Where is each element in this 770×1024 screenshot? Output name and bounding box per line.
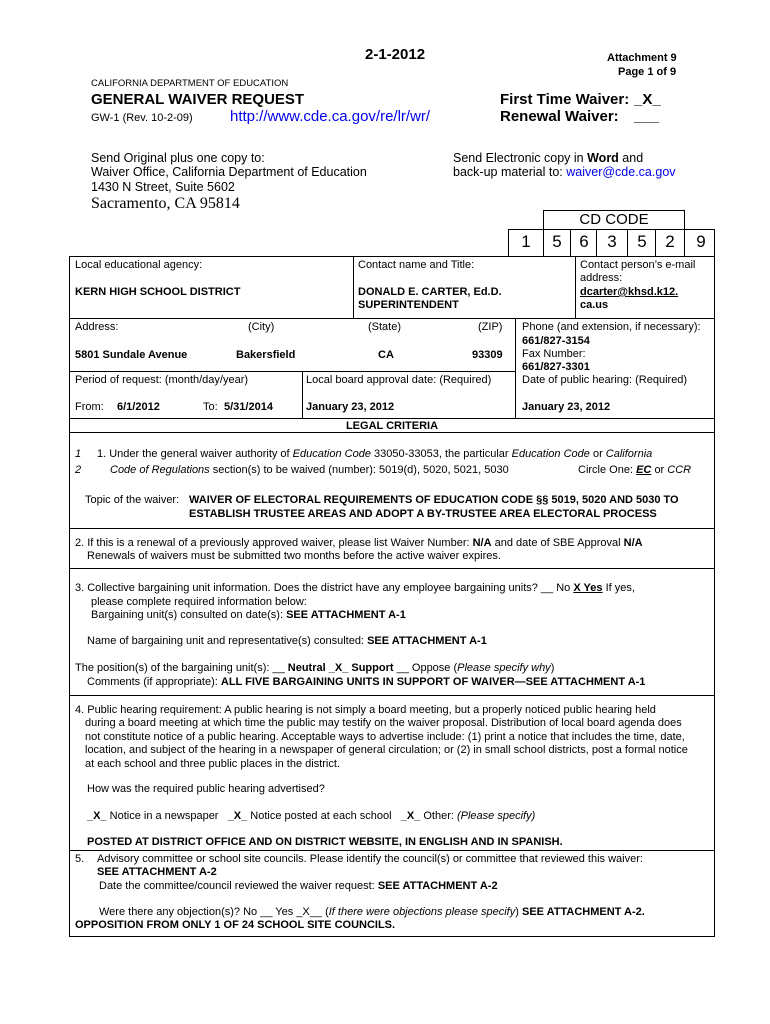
board-approval-date: January 23, 2012 bbox=[306, 401, 395, 413]
from-date: 6/1/2012 bbox=[117, 401, 160, 413]
bargaining-unit-name: Name of bargaining unit and representative(s) consulted: SEE ATTACHMENT A-1 bbox=[87, 635, 487, 647]
bargaining-position: The position(s) of the bargaining unit(s): __ Neutral _X_ Support __ Oppose (Please specify why) bbox=[75, 662, 555, 674]
hearing-requirement-line: not constitute notice of a public hearing. Acceptable ways to advertise include: (1) print a notice that includes the time, date, bbox=[85, 731, 685, 743]
renewal-question: 2. If this is a renewal of a previously approved waiver, please list Waiver Number: N/A and date of SBE Approval N/A bbox=[75, 537, 643, 549]
phone-label: Phone (and extension, if necessary): bbox=[522, 321, 701, 333]
backup-material-line: back-up material to: waiver@cde.ca.gov bbox=[453, 165, 676, 179]
position-support[interactable]: Support bbox=[351, 662, 394, 674]
waiver-email-link[interactable]: waiver@cde.ca.gov bbox=[566, 165, 676, 179]
attachment-label: Attachment 9 bbox=[607, 52, 677, 64]
legal-line-1: 1. Under the general waiver authority of Education Code 33050-33053, the particular Education Code or California bbox=[97, 448, 653, 460]
department-name: CALIFORNIA DEPARTMENT OF EDUCATION bbox=[91, 78, 289, 89]
other-notice-mark[interactable]: _X_ bbox=[400, 810, 421, 822]
from-label: From: bbox=[75, 401, 104, 413]
lea-value: KERN HIGH SCHOOL DISTRICT bbox=[75, 286, 241, 298]
document-date: 2-1-2012 bbox=[365, 46, 426, 63]
topic-label: Topic of the waiver: bbox=[85, 494, 180, 506]
code-ccr-option[interactable]: CCR bbox=[667, 464, 692, 476]
legal-number: 1 bbox=[75, 448, 82, 460]
school-notice-mark[interactable]: _X_ bbox=[227, 810, 248, 822]
form-id: GW-1 (Rev. 10-2-09) bbox=[91, 112, 193, 124]
code-ec-option[interactable]: EC bbox=[636, 464, 652, 476]
cd-code-digit: 5 bbox=[552, 232, 562, 251]
period-label: Period of request: (month/day/year) bbox=[75, 374, 249, 386]
city-label: (City) bbox=[248, 321, 275, 333]
cd-code-digit: 1 bbox=[521, 232, 531, 251]
cd-code-digit: 9 bbox=[696, 232, 706, 251]
hearing-requirement-line: location, and subject of the hearing in a newspaper of general circulation; or (2) in small school districts, post a formal notice bbox=[85, 744, 688, 756]
email-label-2: address: bbox=[580, 272, 623, 284]
renewal-waiver-label: Renewal Waiver: bbox=[500, 108, 619, 125]
bargaining-consulted: Bargaining unit(s) consulted on date(s): SEE ATTACHMENT A-1 bbox=[91, 609, 406, 621]
advisory-question: Advisory committee or school site councils. Please identify the council(s) or committee that reviewed this waiver: bbox=[97, 853, 643, 865]
hearing-requirement-line: during a board meeting at which time the public may testify on the waiver proposal. Distribution of local board agenda does bbox=[85, 717, 682, 729]
address-label: Address: bbox=[75, 321, 119, 333]
city-value: Bakersfield bbox=[236, 349, 296, 361]
cd-code-label: CD CODE bbox=[579, 211, 649, 228]
page-number: Page 1 of 9 bbox=[618, 66, 677, 78]
lea-label: Local educational agency: bbox=[75, 259, 203, 271]
legal-number: 2 bbox=[75, 464, 82, 476]
form-title: GENERAL WAIVER REQUEST bbox=[91, 91, 305, 108]
cd-code-digit: 3 bbox=[607, 232, 617, 251]
cd-code-digit: 5 bbox=[637, 232, 647, 251]
hearing-requirement-line: at each school and three public places in the district. bbox=[85, 758, 340, 770]
contact-title: SUPERINTENDENT bbox=[358, 299, 459, 311]
street-value: 5801 Sundale Avenue bbox=[75, 349, 188, 361]
city-line: Sacramento, CA 95814 bbox=[91, 195, 240, 212]
state-label: (State) bbox=[368, 321, 402, 333]
advisory-review-date: Date the committee/council reviewed the waiver request: SEE ATTACHMENT A-2 bbox=[99, 880, 498, 892]
email-label: Contact person’s e-mail bbox=[580, 259, 696, 271]
hearing-advertised-question: How was the required public hearing advertised? bbox=[87, 783, 325, 795]
objection-question: Were there any objection(s)? No __ Yes _X__ (If there were objections please specify) SEE ATTACHMENT A-2. bbox=[99, 906, 645, 918]
cd-code-digit: 6 bbox=[579, 232, 589, 251]
contact-email-2: ca.us bbox=[580, 299, 609, 311]
zip-label: (ZIP) bbox=[478, 321, 503, 333]
first-time-waiver-value: _X_ bbox=[634, 91, 661, 108]
contact-label: Contact name and Title: bbox=[358, 259, 475, 271]
waiver-office-line: Waiver Office, California Department of Education bbox=[91, 165, 367, 179]
opposition-note: OPPOSITION FROM ONLY 1 OF 24 SCHOOL SITE COUNCILS. bbox=[75, 919, 396, 931]
bargaining-question: 3. Collective bargaining unit information. Does the district have any employee bargaining units? __ No X Yes If yes, bbox=[75, 582, 635, 594]
topic-line-1: WAIVER OF ELECTORAL REQUIREMENTS OF EDUCATION CODE §§ 5019, 5020 AND 5030 TO bbox=[189, 494, 679, 506]
position-oppose[interactable]: __ Oppose ( bbox=[393, 662, 458, 674]
contact-email[interactable]: dcarter@khsd.k12. bbox=[580, 286, 679, 298]
first-time-waiver-label: First Time Waiver: bbox=[500, 91, 630, 108]
waiver-number: N/A bbox=[472, 537, 492, 549]
topic-line-2: ESTABLISH TRUSTEE AREAS AND ADOPT A BY-TRUSTEE AREA ELECTORAL PROCESS bbox=[189, 508, 657, 520]
objection-yes-mark[interactable]: _X__ bbox=[296, 906, 323, 918]
board-approval-label: Local board approval date: (Required) bbox=[306, 374, 492, 386]
code-type-choice: Circle One: EC or CCR bbox=[578, 464, 692, 476]
phone-value: 661/827-3154 bbox=[522, 335, 590, 347]
fax-label: Fax Number: bbox=[522, 348, 586, 360]
legal-line-2: Code of Regulations section(s) to be waived (number): 5019(d), 5020, 5021, 5030 bbox=[110, 464, 509, 476]
cd-code-digit: 2 bbox=[665, 232, 675, 251]
posted-notice: POSTED AT DISTRICT OFFICE AND ON DISTRICT WEBSITE, IN ENGLISH AND IN SPANISH. bbox=[87, 836, 563, 848]
state-value: CA bbox=[378, 349, 394, 361]
send-original-line: Send Original plus one copy to: bbox=[91, 151, 265, 165]
renewal-waiver-value: ___ bbox=[634, 108, 660, 125]
hearing-advertised-options: _X_ Notice in a newspaper _X_ Notice posted at each school _X_ Other: (Please specify) bbox=[87, 810, 536, 822]
advisory-attachment: SEE ATTACHMENT A-2 bbox=[97, 866, 217, 878]
zip-value: 93309 bbox=[472, 349, 503, 361]
contact-name: DONALD E. CARTER, Ed.D. bbox=[358, 286, 502, 298]
bargaining-instructions: please complete required information below: bbox=[91, 596, 307, 608]
position-neutral[interactable]: Neutral bbox=[287, 662, 326, 674]
renewal-note: Renewals of waivers must be submitted two months before the active waiver expires. bbox=[87, 550, 501, 562]
newspaper-mark[interactable]: _X_ bbox=[87, 810, 107, 822]
fax-value: 661/827-3301 bbox=[522, 361, 590, 373]
to-date: 5/31/2014 bbox=[224, 401, 273, 413]
bargaining-comments: Comments (if appropriate): ALL FIVE BARGAINING UNITS IN SUPPORT OF WAIVER—SEE ATTACHMENT A-1 bbox=[87, 676, 646, 688]
hearing-requirement-line: 4. Public hearing requirement: A public hearing is not simply a board meeting, but a properly noticed public hearing held bbox=[75, 704, 656, 716]
sbe-approval-date: N/A bbox=[623, 537, 643, 549]
bargaining-yes-mark[interactable]: X Yes bbox=[573, 582, 603, 594]
waiver-url-link[interactable]: http://www.cde.ca.gov/re/lr/wr/ bbox=[230, 108, 431, 125]
to-label: To: bbox=[203, 401, 218, 413]
advisory-number: 5. bbox=[75, 853, 85, 865]
legal-criteria-heading: LEGAL CRITERIA bbox=[345, 420, 439, 432]
hearing-date: January 23, 2012 bbox=[522, 401, 611, 413]
send-electronic-line: Send Electronic copy in Word and bbox=[453, 151, 644, 165]
hearing-date-label: Date of public hearing: (Required) bbox=[522, 374, 688, 386]
street-line: 1430 N Street, Suite 5602 bbox=[91, 180, 235, 194]
